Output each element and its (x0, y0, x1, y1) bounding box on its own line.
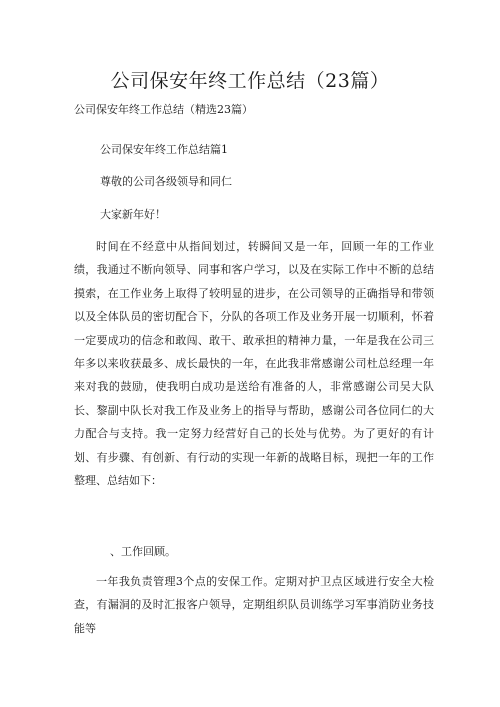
section-heading: 公司保安年终工作总结篇1 (100, 143, 228, 156)
document-title: 公司保安年终工作总结（23篇） (110, 70, 390, 92)
greeting: 大家新年好！ (100, 208, 166, 221)
paragraph-2: 一年我负责管理3个点的安保工作。定期对护卫点区域进行安全大检查，有漏洞的及时汇报客户领导，定期组织队员训练学习军事消防业务技能等 (74, 575, 434, 635)
section-review-heading: 、工作回顾。 (110, 545, 176, 558)
paragraph-1: 时间在不经意中从指间划过，转瞬间又是一年，回顾一年的工作业绩，我通过不断向领导、同事和客户学习，以及在实际工作中不断的总结摸索，在工作业务上取得了较明显的进步，在公司领导的正确指导和带领以及全体队员的密切配合下，分队的各项工作及业务开展一切顺利，怀着一定要成功的信念和敢闯、敢干、敢承担的精神力量，一年是我在公司三年多以来收获最多、成长最快的一年，在此我非常感谢公司杜总经理一年来对我的鼓励，使我明白成功是送给有准备的人，非常感谢公司吴大队长、黎副中队长对我工作及业务上的指导与帮助，感谢公司各位同仁的大力配合与支持。我一定努力经营好自己的长处与优势。为了更好的有计划、有步骤、有创新、有行动的实现一年新的战略目标，现把一年的工作整理、总结如下： (74, 240, 434, 488)
document-subtitle: 公司保安年终工作总结（精选23篇） (74, 103, 253, 116)
salutation: 尊敬的公司各级领导和同仁 (100, 175, 232, 188)
